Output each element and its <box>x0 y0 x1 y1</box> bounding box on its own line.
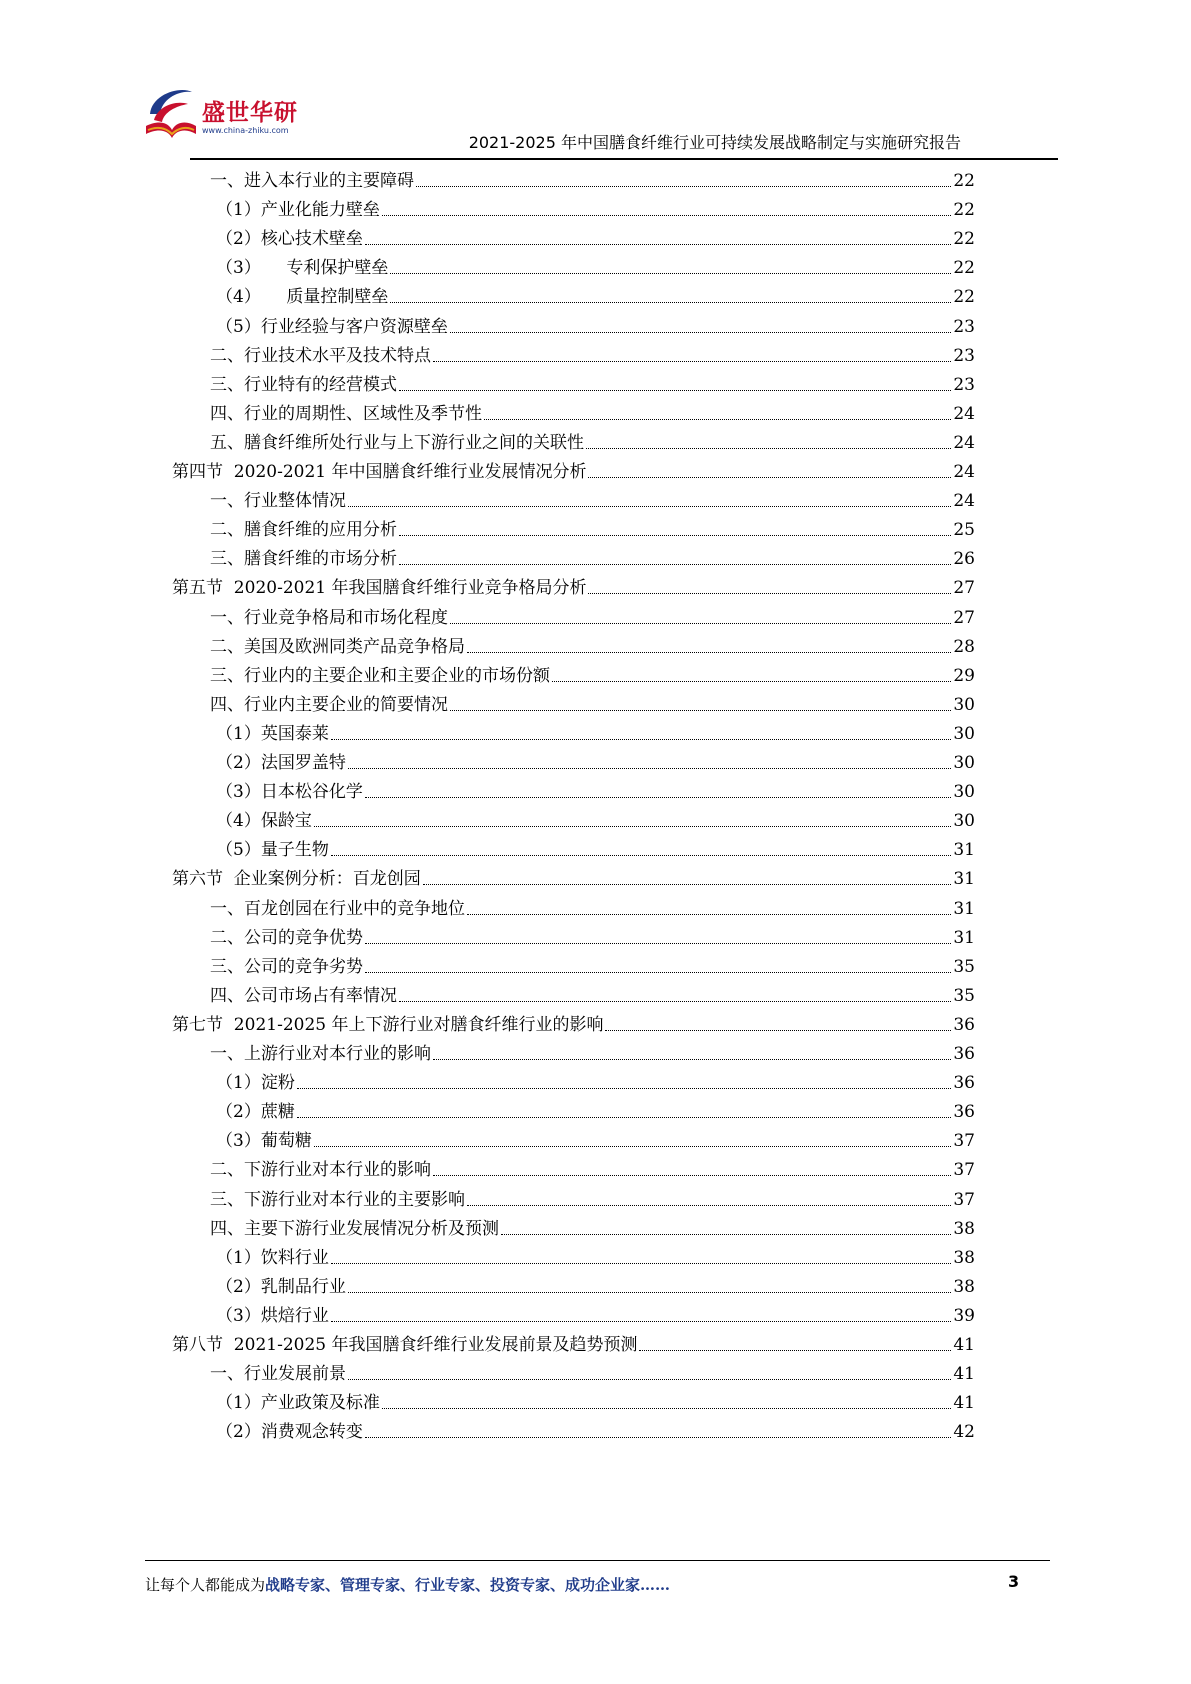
toc-entry-title: （3） 专利保护壁垒 <box>216 258 389 279</box>
toc-leader-dots <box>467 651 951 653</box>
toc-leader-dots <box>348 505 951 507</box>
toc-entry[interactable] <box>216 220 975 250</box>
toc-entry-title: （5）行业经验与客户资源壁垒 <box>216 316 448 337</box>
page-header <box>0 0 1191 160</box>
toc-leader-dots <box>365 796 952 798</box>
toc-entry[interactable] <box>210 890 975 920</box>
toc-entry[interactable] <box>210 1210 975 1240</box>
toc-entry-page: 22 <box>953 171 975 191</box>
toc-entry-page: 41 <box>953 1335 975 1355</box>
toc-entry-page: 41 <box>953 1393 975 1414</box>
toc-entry-page: 35 <box>953 985 975 1006</box>
toc-leader-dots <box>467 913 951 915</box>
toc-entry[interactable] <box>210 424 975 454</box>
toc-leader-dots <box>382 1407 952 1409</box>
toc-entry-title: （2）乳制品行业 <box>216 1276 346 1297</box>
toc-entry-page: 31 <box>953 898 975 919</box>
toc-entry[interactable] <box>210 395 975 425</box>
toc-leader-dots <box>484 418 951 420</box>
toc-leader-dots <box>365 243 952 245</box>
toc-leader-dots <box>399 534 951 536</box>
toc-entry-title: （1）产业化能力壁垒 <box>216 200 380 221</box>
toc-leader-dots <box>416 185 951 187</box>
toc-entry[interactable] <box>210 1035 975 1065</box>
toc-leader-dots <box>399 389 951 391</box>
toc-entry[interactable] <box>216 744 975 774</box>
toc-entry-page: 36 <box>953 1044 975 1064</box>
toc-leader-dots <box>331 854 952 856</box>
toc-leader-dots <box>552 680 951 682</box>
toc-entry-page: 27 <box>953 607 975 628</box>
toc-entry-page: 24 <box>953 462 975 482</box>
toc-entry-title: 一、百龙创园在行业中的竞争地位 <box>210 898 465 919</box>
header-divider <box>190 158 1058 160</box>
toc-entry-title: （3）日本松谷化学 <box>216 782 363 803</box>
toc-entry[interactable] <box>216 831 975 861</box>
toc-entry[interactable] <box>210 657 975 687</box>
toc-entry[interactable] <box>216 1297 975 1327</box>
toc-entry[interactable] <box>216 1413 975 1443</box>
toc-entry[interactable] <box>210 948 975 978</box>
toc-entry-page: 30 <box>953 753 975 773</box>
toc-entry-title: （2）核心技术壁垒 <box>216 229 363 250</box>
toc-entry[interactable] <box>210 919 975 949</box>
toc-entry-page: 23 <box>953 374 975 395</box>
toc-entry[interactable] <box>216 308 975 338</box>
toc-entry[interactable] <box>172 1006 975 1036</box>
logo-url: www.china-zhiku.com <box>202 126 289 135</box>
toc-leader-dots <box>348 1378 951 1380</box>
toc-entry[interactable] <box>210 1151 975 1181</box>
toc-entry[interactable] <box>210 540 975 570</box>
toc-leader-dots <box>390 301 951 303</box>
toc-leader-dots <box>365 971 951 973</box>
toc-entry[interactable] <box>216 802 975 832</box>
footer-divider <box>145 1560 1050 1561</box>
toc-entry[interactable] <box>210 162 975 192</box>
toc-entry-page: 27 <box>953 578 975 599</box>
toc-entry[interactable] <box>216 278 975 308</box>
toc-entry-title: （2）法国罗盖特 <box>216 753 346 773</box>
toc-leader-dots <box>399 1000 951 1002</box>
toc-entry[interactable] <box>216 1268 975 1298</box>
toc-leader-dots <box>450 331 952 333</box>
toc-entry[interactable] <box>210 511 975 541</box>
toc-leader-dots <box>450 622 951 624</box>
page-number: 3 <box>1008 1572 1020 1591</box>
toc-entry-page: 25 <box>953 520 975 541</box>
toc-leader-dots <box>588 476 951 478</box>
toc-entry-title: （4） 质量控制壁垒 <box>216 287 389 308</box>
toc-leader-dots <box>314 1145 952 1147</box>
toc-entry-page: 36 <box>953 1014 975 1035</box>
toc-leader-dots <box>365 942 951 944</box>
toc-entry-title: （4）保龄宝 <box>216 811 312 832</box>
toc-leader-dots <box>423 883 952 885</box>
toc-entry-title: 一、行业发展前景 <box>210 1364 346 1385</box>
toc-entry[interactable] <box>216 773 975 803</box>
toc-entry-page: 36 <box>953 1073 975 1094</box>
toc-leader-dots <box>365 1436 952 1438</box>
toc-entry-title: 第五节 2020-2021 年我国膳食纤维行业竞争格局分析 <box>172 578 587 599</box>
toc-entry-title: 四、公司市场占有率情况 <box>210 985 397 1006</box>
toc-entry-title: 二、公司的竞争优势 <box>210 927 363 948</box>
toc-leader-dots <box>433 1058 951 1060</box>
toc-entry-title: 二、下游行业对本行业的影响 <box>210 1160 431 1181</box>
toc-leader-dots <box>605 1029 951 1031</box>
toc-entry-title: 三、行业特有的经营模式 <box>210 374 397 395</box>
toc-entry-title: 第八节 2021-2025 年我国膳食纤维行业发展前景及趋势预测 <box>172 1335 638 1355</box>
toc-leader-dots <box>348 767 952 769</box>
toc-entry[interactable] <box>216 715 975 745</box>
toc-leader-dots <box>314 825 952 827</box>
toc-entry-title: 二、行业技术水平及技术特点 <box>210 345 431 366</box>
toc-entry[interactable] <box>210 1181 975 1211</box>
toc-entry-page: 23 <box>953 316 975 337</box>
toc-entry[interactable] <box>216 1093 975 1123</box>
toc-entry-page: 41 <box>953 1364 975 1385</box>
toc-entry-title: （1）产业政策及标准 <box>216 1393 380 1414</box>
toc-leader-dots <box>588 592 951 594</box>
toc-leader-dots <box>382 214 952 216</box>
toc-entry-page: 29 <box>953 665 975 686</box>
toc-entry-page: 30 <box>953 723 975 744</box>
toc-entry-title: 一、行业整体情况 <box>210 491 346 512</box>
toc-entry[interactable] <box>210 482 975 512</box>
toc-entry-page: 22 <box>953 229 975 250</box>
toc-entry-title: （2）消费观念转变 <box>216 1422 363 1443</box>
toc-entry[interactable] <box>210 599 975 629</box>
toc-entry-page: 37 <box>953 1160 975 1181</box>
toc-entry[interactable] <box>216 191 975 221</box>
toc-entry-page: 39 <box>953 1305 975 1326</box>
toc-entry[interactable] <box>210 686 975 716</box>
toc-entry-page: 42 <box>953 1422 975 1443</box>
toc-entry-page: 30 <box>953 782 975 803</box>
toc-entry-page: 26 <box>953 549 975 570</box>
toc-entry-title: （1）饮料行业 <box>216 1247 329 1268</box>
toc-entry-page: 30 <box>953 811 975 832</box>
toc-entry[interactable] <box>172 569 975 599</box>
footer-slogan <box>145 1574 670 1595</box>
toc-entry[interactable] <box>210 337 975 367</box>
footer-slogan-highlight: 战略专家、管理专家、行业专家、投资专家、成功企业家…… <box>265 1576 671 1594</box>
toc-entry-page: 38 <box>953 1218 975 1239</box>
toc-leader-dots <box>390 272 951 274</box>
toc-entry-page: 37 <box>953 1131 975 1152</box>
toc-leader-dots <box>433 360 951 362</box>
toc-leader-dots <box>586 447 951 449</box>
toc-entry[interactable] <box>216 1064 975 1094</box>
toc-entry-page: 22 <box>953 287 975 308</box>
toc-entry-title: 第六节 企业案例分析：百龙创园 <box>172 869 421 890</box>
toc-entry-page: 24 <box>953 432 975 453</box>
toc-entry-page: 22 <box>953 258 975 279</box>
toc-entry[interactable] <box>172 453 975 483</box>
toc-entry[interactable] <box>216 1239 975 1269</box>
toc-leader-dots <box>639 1349 951 1351</box>
toc-entry[interactable] <box>172 860 975 890</box>
toc-entry-page: 31 <box>953 869 975 890</box>
report-title: 2021-2025 年中国膳食纤维行业可持续发展战略制定与实施研究报告 <box>468 133 961 152</box>
toc-entry-page: 28 <box>953 636 975 657</box>
toc-entry-page: 24 <box>953 403 975 424</box>
toc-entry-title: （1）淀粉 <box>216 1073 295 1094</box>
toc-leader-dots <box>399 563 951 565</box>
toc-leader-dots <box>433 1174 951 1176</box>
footer-slogan-prefix: 让每个人都能成为 <box>145 1576 266 1594</box>
toc-entry-title: （5）量子生物 <box>216 840 329 861</box>
toc-entry[interactable] <box>210 977 975 1007</box>
toc-entry-page: 38 <box>953 1276 975 1297</box>
toc-leader-dots <box>467 1204 951 1206</box>
toc-entry-page: 30 <box>953 694 975 715</box>
toc-leader-dots <box>348 1291 952 1293</box>
toc-entry-title: 二、膳食纤维的应用分析 <box>210 520 397 541</box>
toc-entry[interactable] <box>216 1384 975 1414</box>
toc-entry[interactable] <box>216 249 975 279</box>
toc-entry-page: 24 <box>953 491 975 512</box>
toc-entry-page: 35 <box>953 956 975 977</box>
toc-leader-dots <box>331 738 952 740</box>
toc-entry-page: 23 <box>953 345 975 366</box>
toc-leader-dots <box>297 1116 952 1118</box>
toc-entry[interactable] <box>172 1326 975 1356</box>
toc-entry-title: 四、主要下游行业发展情况分析及预测 <box>210 1218 499 1239</box>
toc-entry-title: 一、行业竞争格局和市场化程度 <box>210 607 448 628</box>
toc-entry-title: 四、行业内主要企业的简要情况 <box>210 694 448 715</box>
toc-entry-title: 一、进入本行业的主要障碍 <box>210 171 414 191</box>
toc-leader-dots <box>297 1087 952 1089</box>
toc-entry-title: 三、下游行业对本行业的主要影响 <box>210 1189 465 1210</box>
toc-entry-title: （3）葡萄糖 <box>216 1131 312 1152</box>
toc-entry-title: 第四节 2020-2021 年中国膳食纤维行业发展情况分析 <box>172 462 587 482</box>
toc-entry-title: 第七节 2021-2025 年上下游行业对膳食纤维行业的影响 <box>172 1014 604 1035</box>
toc-entry[interactable] <box>210 366 975 396</box>
toc-entry-title: 二、美国及欧洲同类产品竞争格局 <box>210 636 465 657</box>
company-logo <box>140 84 320 154</box>
toc-leader-dots <box>331 1320 952 1322</box>
toc-entry-title: 三、行业内的主要企业和主要企业的市场份额 <box>210 665 550 686</box>
toc-entry[interactable] <box>210 1355 975 1385</box>
toc-entry-page: 36 <box>953 1102 975 1123</box>
toc-entry-title: 三、膳食纤维的市场分析 <box>210 549 397 570</box>
toc-entry[interactable] <box>210 628 975 658</box>
toc-entry-page: 31 <box>953 927 975 948</box>
toc-entry-title: （1）英国泰莱 <box>216 723 329 744</box>
toc-entry-title: （3）烘焙行业 <box>216 1305 329 1326</box>
toc-leader-dots <box>331 1262 952 1264</box>
toc-entry-title: 三、公司的竞争劣势 <box>210 956 363 977</box>
toc-entry-page: 31 <box>953 840 975 861</box>
toc-entry-page: 22 <box>953 200 975 221</box>
toc-entry-title: 五、膳食纤维所处行业与上下游行业之间的关联性 <box>210 432 584 453</box>
toc-entry-title: 四、行业的周期性、区域性及季节性 <box>210 403 482 424</box>
toc-leader-dots <box>501 1233 951 1235</box>
book-swoosh-logo-icon <box>140 84 200 144</box>
toc-leader-dots <box>450 709 951 711</box>
toc-entry[interactable] <box>216 1122 975 1152</box>
logo-name: 盛世华研 <box>202 100 298 126</box>
toc-entry-page: 37 <box>953 1189 975 1210</box>
toc-entry-title: （2）蔗糖 <box>216 1102 295 1123</box>
toc-entry-page: 38 <box>953 1247 975 1268</box>
toc-entry-title: 一、上游行业对本行业的影响 <box>210 1044 431 1064</box>
